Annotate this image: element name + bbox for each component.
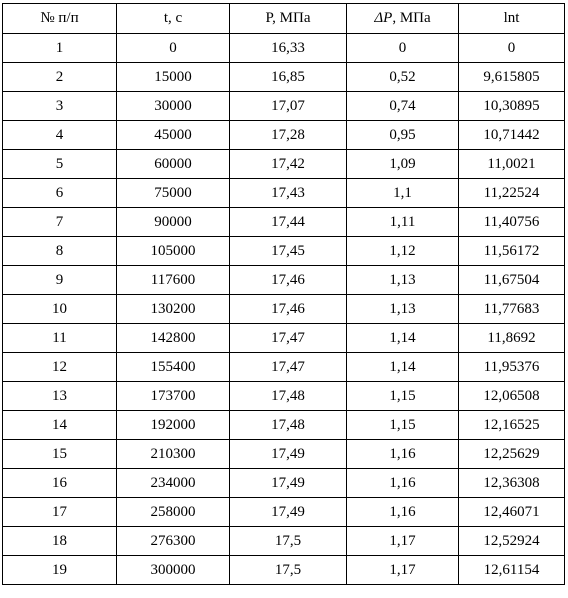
cell-num: 3: [3, 92, 117, 121]
cell-pressure: 17,49: [230, 469, 347, 498]
table-body: [3, 34, 565, 585]
cell-time: 234000: [117, 469, 230, 498]
cell-lnt: 11,56172: [459, 237, 565, 266]
cell-pressure: 17,47: [230, 324, 347, 353]
cell-lnt: 12,36308: [459, 469, 565, 498]
cell-pressure: 17,49: [230, 440, 347, 469]
cell-time: 173700: [117, 382, 230, 411]
cell-num: 13: [3, 382, 117, 411]
cell-delta-pressure: 1,16: [347, 498, 459, 527]
cell-num: 6: [3, 179, 117, 208]
cell-num: 11: [3, 324, 117, 353]
cell-time: 155400: [117, 353, 230, 382]
cell-time: 258000: [117, 498, 230, 527]
cell-num: 16: [3, 469, 117, 498]
header-delta-pressure: [347, 4, 459, 34]
cell-delta-pressure: 1,16: [347, 440, 459, 469]
table-row: [3, 295, 565, 324]
cell-lnt: 0: [459, 34, 565, 63]
cell-num: 5: [3, 150, 117, 179]
cell-delta-pressure: 1,17: [347, 527, 459, 556]
cell-time: 117600: [117, 266, 230, 295]
cell-delta-pressure: 1,14: [347, 324, 459, 353]
cell-time: 300000: [117, 556, 230, 585]
cell-lnt: 10,30895: [459, 92, 565, 121]
cell-pressure: 16,85: [230, 63, 347, 92]
cell-time: 142800: [117, 324, 230, 353]
delta-p-unit: , МПа: [392, 10, 431, 26]
cell-lnt: 11,0021: [459, 150, 565, 179]
cell-pressure: 17,48: [230, 411, 347, 440]
cell-delta-pressure: 0: [347, 34, 459, 63]
cell-num: 1: [3, 34, 117, 63]
cell-time: 75000: [117, 179, 230, 208]
cell-pressure: 17,43: [230, 179, 347, 208]
cell-num: 15: [3, 440, 117, 469]
cell-pressure: 17,42: [230, 150, 347, 179]
table-header: [3, 4, 565, 34]
cell-pressure: 17,28: [230, 121, 347, 150]
cell-lnt: 10,71442: [459, 121, 565, 150]
table-row: [3, 34, 565, 63]
cell-delta-pressure: 0,52: [347, 63, 459, 92]
cell-num: 8: [3, 237, 117, 266]
header-lnt: lnt: [459, 4, 565, 34]
cell-time: 130200: [117, 295, 230, 324]
cell-delta-pressure: 1,12: [347, 237, 459, 266]
cell-time: 105000: [117, 237, 230, 266]
cell-time: 15000: [117, 63, 230, 92]
cell-time: 0: [117, 34, 230, 63]
table-row: [3, 411, 565, 440]
cell-num: 7: [3, 208, 117, 237]
cell-lnt: 11,77683: [459, 295, 565, 324]
cell-pressure: 17,07: [230, 92, 347, 121]
cell-lnt: 12,25629: [459, 440, 565, 469]
header-pressure: P, МПа: [230, 4, 347, 34]
table-container: [2, 3, 565, 585]
table-row: [3, 469, 565, 498]
cell-time: 45000: [117, 121, 230, 150]
cell-time: 60000: [117, 150, 230, 179]
table-row: [3, 382, 565, 411]
cell-pressure: 17,47: [230, 353, 347, 382]
cell-delta-pressure: 1,1: [347, 179, 459, 208]
data-table: [2, 3, 565, 585]
cell-pressure: 17,5: [230, 527, 347, 556]
table-row: [3, 208, 565, 237]
table-row: [3, 527, 565, 556]
cell-lnt: 12,06508: [459, 382, 565, 411]
table-row: [3, 498, 565, 527]
cell-lnt: 9,615805: [459, 63, 565, 92]
cell-lnt: 12,52924: [459, 527, 565, 556]
cell-num: 2: [3, 63, 117, 92]
table-row: [3, 121, 565, 150]
cell-lnt: 11,40756: [459, 208, 565, 237]
cell-delta-pressure: 1,17: [347, 556, 459, 585]
cell-num: 9: [3, 266, 117, 295]
cell-time: 210300: [117, 440, 230, 469]
cell-delta-pressure: 1,13: [347, 295, 459, 324]
cell-lnt: 11,22524: [459, 179, 565, 208]
cell-lnt: 11,8692: [459, 324, 565, 353]
cell-delta-pressure: 1,16: [347, 469, 459, 498]
cell-delta-pressure: 1,13: [347, 266, 459, 295]
header-row: [3, 4, 565, 34]
cell-pressure: 17,44: [230, 208, 347, 237]
cell-pressure: 17,48: [230, 382, 347, 411]
table-row: [3, 440, 565, 469]
cell-delta-pressure: 1,15: [347, 382, 459, 411]
cell-pressure: 17,46: [230, 295, 347, 324]
cell-delta-pressure: 1,09: [347, 150, 459, 179]
cell-delta-pressure: 0,95: [347, 121, 459, 150]
cell-delta-pressure: 0,74: [347, 92, 459, 121]
cell-delta-pressure: 1,11: [347, 208, 459, 237]
cell-time: 192000: [117, 411, 230, 440]
cell-num: 4: [3, 121, 117, 150]
cell-num: 14: [3, 411, 117, 440]
table-row: [3, 353, 565, 382]
cell-pressure: 17,5: [230, 556, 347, 585]
table-row: [3, 63, 565, 92]
header-time: t, с: [117, 4, 230, 34]
table-row: [3, 237, 565, 266]
cell-pressure: 17,46: [230, 266, 347, 295]
cell-lnt: 12,61154: [459, 556, 565, 585]
cell-pressure: 17,45: [230, 237, 347, 266]
cell-time: 90000: [117, 208, 230, 237]
cell-delta-pressure: 1,15: [347, 411, 459, 440]
cell-lnt: 12,46071: [459, 498, 565, 527]
cell-num: 12: [3, 353, 117, 382]
cell-lnt: 11,95376: [459, 353, 565, 382]
cell-pressure: 16,33: [230, 34, 347, 63]
cell-num: 19: [3, 556, 117, 585]
cell-num: 18: [3, 527, 117, 556]
cell-time: 30000: [117, 92, 230, 121]
table-row: [3, 324, 565, 353]
cell-pressure: 17,49: [230, 498, 347, 527]
table-row: [3, 150, 565, 179]
header-num: № п/п: [3, 4, 117, 34]
cell-lnt: 11,67504: [459, 266, 565, 295]
cell-delta-pressure: 1,14: [347, 353, 459, 382]
cell-time: 276300: [117, 527, 230, 556]
table-row: [3, 179, 565, 208]
delta-p-symbol: ΔP: [374, 10, 393, 26]
table-row: [3, 92, 565, 121]
table-row: [3, 266, 565, 295]
cell-num: 17: [3, 498, 117, 527]
cell-num: 10: [3, 295, 117, 324]
cell-lnt: 12,16525: [459, 411, 565, 440]
table-row: [3, 556, 565, 585]
